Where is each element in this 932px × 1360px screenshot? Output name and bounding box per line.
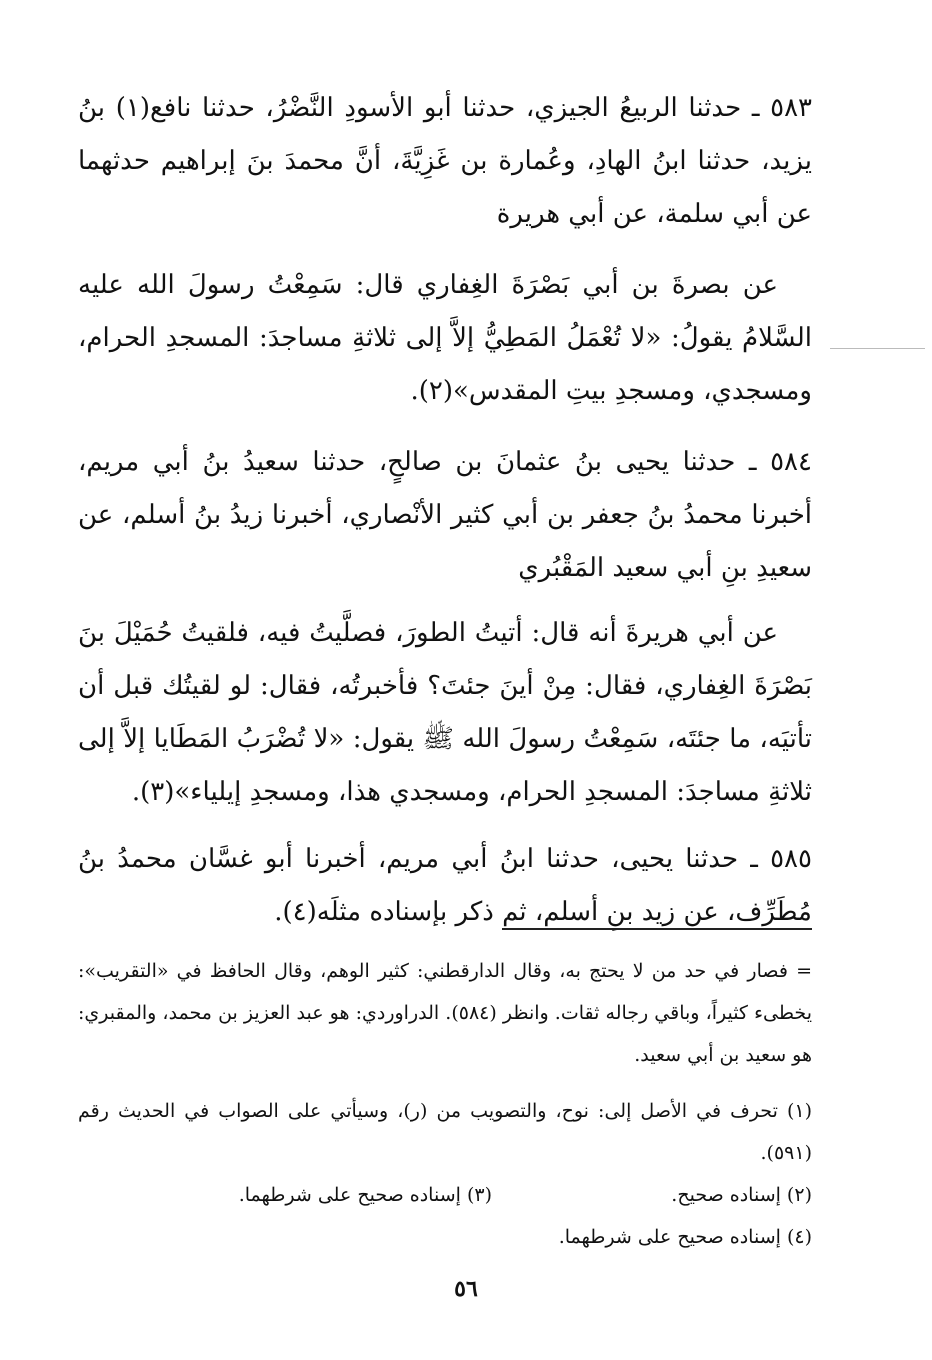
hadith-584-isnad: ٥٨٤ ـ حدثنا يحيى بنُ عثمانَ بن صالحٍ، حدثنا سعيدُ بنُ أبي مريم، أخبرنا محمدُ بنُ جعفر بن أبي كثير الأنْصاري، أخبرنا زيدُ بنُ أسلم، عن سعيدِ بنِ أبي سعيد المَقْبُري [78,447,812,583]
hadith-583-matn: عن بصرةَ بن أبي بَصْرَةَ الغِفاري قال: سَمِعْتُ رسولَ الله عليه السَّلامُ يقولُ: «لا تُعْمَلُ المَطِيُّ إلاَّ إلى ثلاثةِ مساجدَ: المسجدِ الحرام، ومسجدي، ومسجدِ بيتِ المقدس»(٢). [78,270,812,406]
main-text [78,82,812,939]
footnote-separator [502,928,812,930]
page-number: ٥٦ [454,1276,478,1302]
hadith-583-isnad: ٥٨٣ ـ حدثنا الربيعُ الجيزي، حدثنا أبو الأسودِ النَّضْرُ، حدثنا نافع(١) بنُ يزيد، حدثنا ابنُ الهادِ، وعُمارة بن غَزِيَّةَ، أنَّ محمدَ بنَ إبراهيم حدثهما عن أبي سلمة، عن أبي هريرة [78,93,813,229]
footnote-row-2-3 [78,1174,812,1216]
footnote-continuation: = فصار في حد من لا يحتج به، وقال الدارقطني: كثير الوهم، وقال الحافظ في «التقريب»: يخطىء كثيراً، وباقي رجاله ثقات. وانظر (٥٨٤). الدراوردي: هو عبد العزيز بن محمد، والمقبري: هو سعيد بن أبي سعيد. [78,960,812,1066]
hadith-585-text: ٥٨٥ ـ حدثنا يحيى، حدثنا ابنُ أبي مريم، أخبرنا أبو غسَّان محمدُ بنُ مُطَرِّف، عن زيد بنِ أسلم، ثم ذكر بإسناده مثلَه(٤). [78,844,812,927]
footnote-3: (٣) إسناده صحيح على شرطهما. [238,1184,492,1206]
scan-artifact-line [830,348,925,349]
footnote-2: (٢) إسناده صحيح. [671,1184,812,1206]
footnotes [78,950,812,1258]
footnote-1: (١) تحرف في الأصل إلى: نوح، والتصويب من (ر)، وسيأتي على الصواب في الحديث رقم (٥٩١). [78,1100,812,1164]
footnote-4: (٤) إسناده صحيح على شرطهما. [558,1226,812,1248]
hadith-584-matn: عن أبي هريرةَ أنه قال: أتيتُ الطورَ، فصلَّيتُ فيه، فلقيتُ حُمَيْلَ بنَ بَصْرَةَ الغِفاري، فقال: مِنْ أينَ جئتَ؟ فأخبرتُه، فقال: لو لقيتُك قبل أن تأتيَه، ما جئتَه، سَمِعْتُ رسولَ الله ﷺ يقول: «لا تُضْرَبُ المَطَايا إلاَّ إلى ثلاثةِ مساجدَ: المسجدِ الحرام، ومسجدي هذا، ومسجدِ إيلياء»(٣). [78,618,812,807]
